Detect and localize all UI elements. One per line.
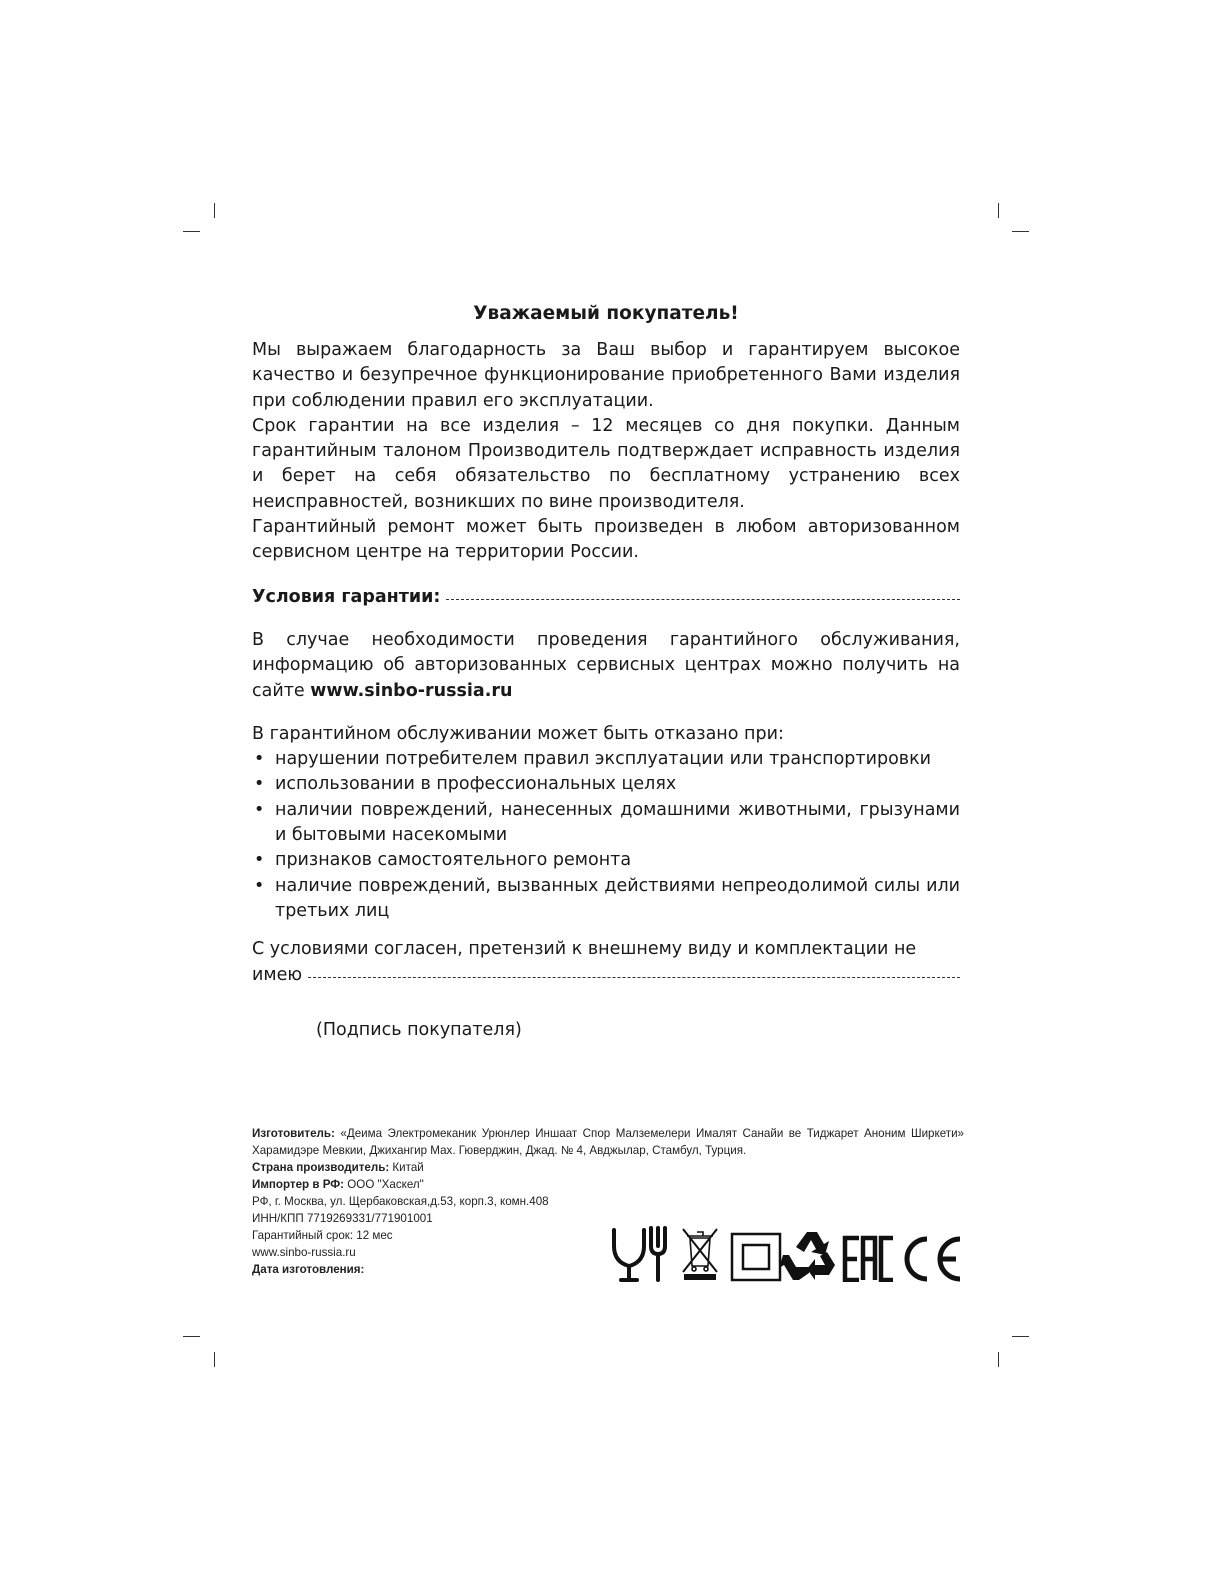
footer-website[interactable]: www.sinbo-russia.ru — [252, 1246, 356, 1259]
refusal-list — [252, 747, 960, 924]
service-centers-paragraph — [252, 628, 960, 704]
bullet-icon: • — [254, 749, 265, 770]
website-link[interactable]: www.sinbo-russia.ru — [310, 680, 513, 701]
importer-label: Импортер в РФ: — [252, 1178, 345, 1191]
crop-mark-tr-v — [998, 203, 999, 218]
list-item: • признаков самостоятельного ремонта — [252, 848, 960, 873]
country-info — [252, 1159, 964, 1176]
ce-mark-icon — [907, 1239, 960, 1279]
intro-paragraph-1: Мы выражаем благодарность за Ваш выбор и гарантируем высокое качество и безупречное функционирование приобретенного Вами изделия при соблюдении правил его эксплуатации. — [252, 340, 960, 411]
eac-mark-icon — [845, 1238, 893, 1280]
bullet-icon: • — [254, 774, 265, 795]
crop-mark-br-h — [1012, 1336, 1029, 1337]
inn-kpp: ИНН/КПП 7719269331/771901001 — [252, 1212, 433, 1225]
list-item: • нарушении потребителем правил эксплуатации или транспортировки — [252, 747, 960, 772]
bullet-icon: • — [254, 799, 265, 820]
conditions-heading: Условия гарантии: — [252, 586, 441, 607]
food-contact-icon — [614, 1228, 665, 1280]
list-item: • наличие повреждений, вызванных действиями непреодолимой силы или третьих лиц — [254, 875, 960, 921]
agreement-text: С условиями согласен, претензий к внешнему виду и комплектации не — [252, 939, 917, 960]
agreement-signature-row — [252, 963, 960, 988]
crop-mark-br-v — [998, 1352, 999, 1367]
crop-mark-tl-v — [214, 203, 215, 218]
refusal-intro: В гарантийном обслуживании может быть отказано при: — [252, 723, 784, 744]
intro-paragraph-3: Гарантийный ремонт может быть произведен в любом авторизованном сервисном центре на территории России. — [252, 517, 960, 563]
bullet-icon: • — [254, 850, 265, 871]
bullet-icon: • — [254, 875, 265, 896]
warranty-card — [252, 300, 960, 1043]
double-insulation-icon — [732, 1234, 780, 1280]
crop-mark-bl-h — [183, 1336, 200, 1337]
conditions-dash-line — [446, 599, 960, 600]
agreement-text-end: имею — [252, 964, 303, 985]
crop-mark-bl-v — [214, 1352, 215, 1367]
country-label: Страна производитель: — [252, 1161, 390, 1174]
manufacturer-value: «Деима Электромеканик Урюнлер Иншаат Спор Малземелери Ималят Санайи ве Тиджарет Аноним Ширкети» Харамидэре Мевкии, Джихангир Мах. Гюверджин, Джад. № 4, Авджылар, Стамбул, Турция. — [252, 1127, 964, 1157]
signature-line[interactable] — [308, 977, 960, 978]
warranty-period: Гарантийный срок: 12 мес — [252, 1229, 393, 1242]
crop-mark-tl-h — [183, 231, 200, 232]
weee-bin-icon — [683, 1229, 717, 1280]
recycle-icon — [779, 1232, 835, 1280]
importer-value: ООО "Хаскел" — [347, 1178, 424, 1191]
manufacture-date-label: Дата изготовления: — [252, 1263, 365, 1276]
list-item: • использовании в профессиональных целях — [252, 772, 960, 797]
list-item: • наличии повреждений, нанесенных домашними животными, грызунами и бытовыми насекомыми — [254, 799, 960, 846]
crop-mark-tr-h — [1012, 231, 1029, 232]
conditions-heading-row — [252, 585, 960, 610]
country-value: Китай — [392, 1161, 424, 1174]
manufacturer-label: Изготовитель: — [252, 1127, 335, 1140]
certification-marks — [611, 1224, 963, 1282]
manufacturer-info — [252, 1125, 964, 1159]
service-centers-text: В случае необходимости проведения гарантийного обслуживания, информацию об авторизованных сервисных центрах можно получить на сайте — [252, 629, 960, 701]
page-title: Уважаемый покупатель! — [473, 303, 739, 324]
signature-label: (Подпись покупателя) — [316, 1019, 522, 1040]
intro-paragraph-2: Срок гарантии на все изделия – 12 месяцев со дня покупки. Данным гарантийным талоном Производитель подтверждает исправность изделия и берет на себя обязательство по бесплатному устранению всех неисправностей, возникших по вине производителя. — [252, 415, 960, 512]
importer-info — [252, 1176, 964, 1193]
importer-address: РФ, г. Москва, ул. Щербаковская,д.53, корп.3, комн.408 — [252, 1195, 549, 1208]
